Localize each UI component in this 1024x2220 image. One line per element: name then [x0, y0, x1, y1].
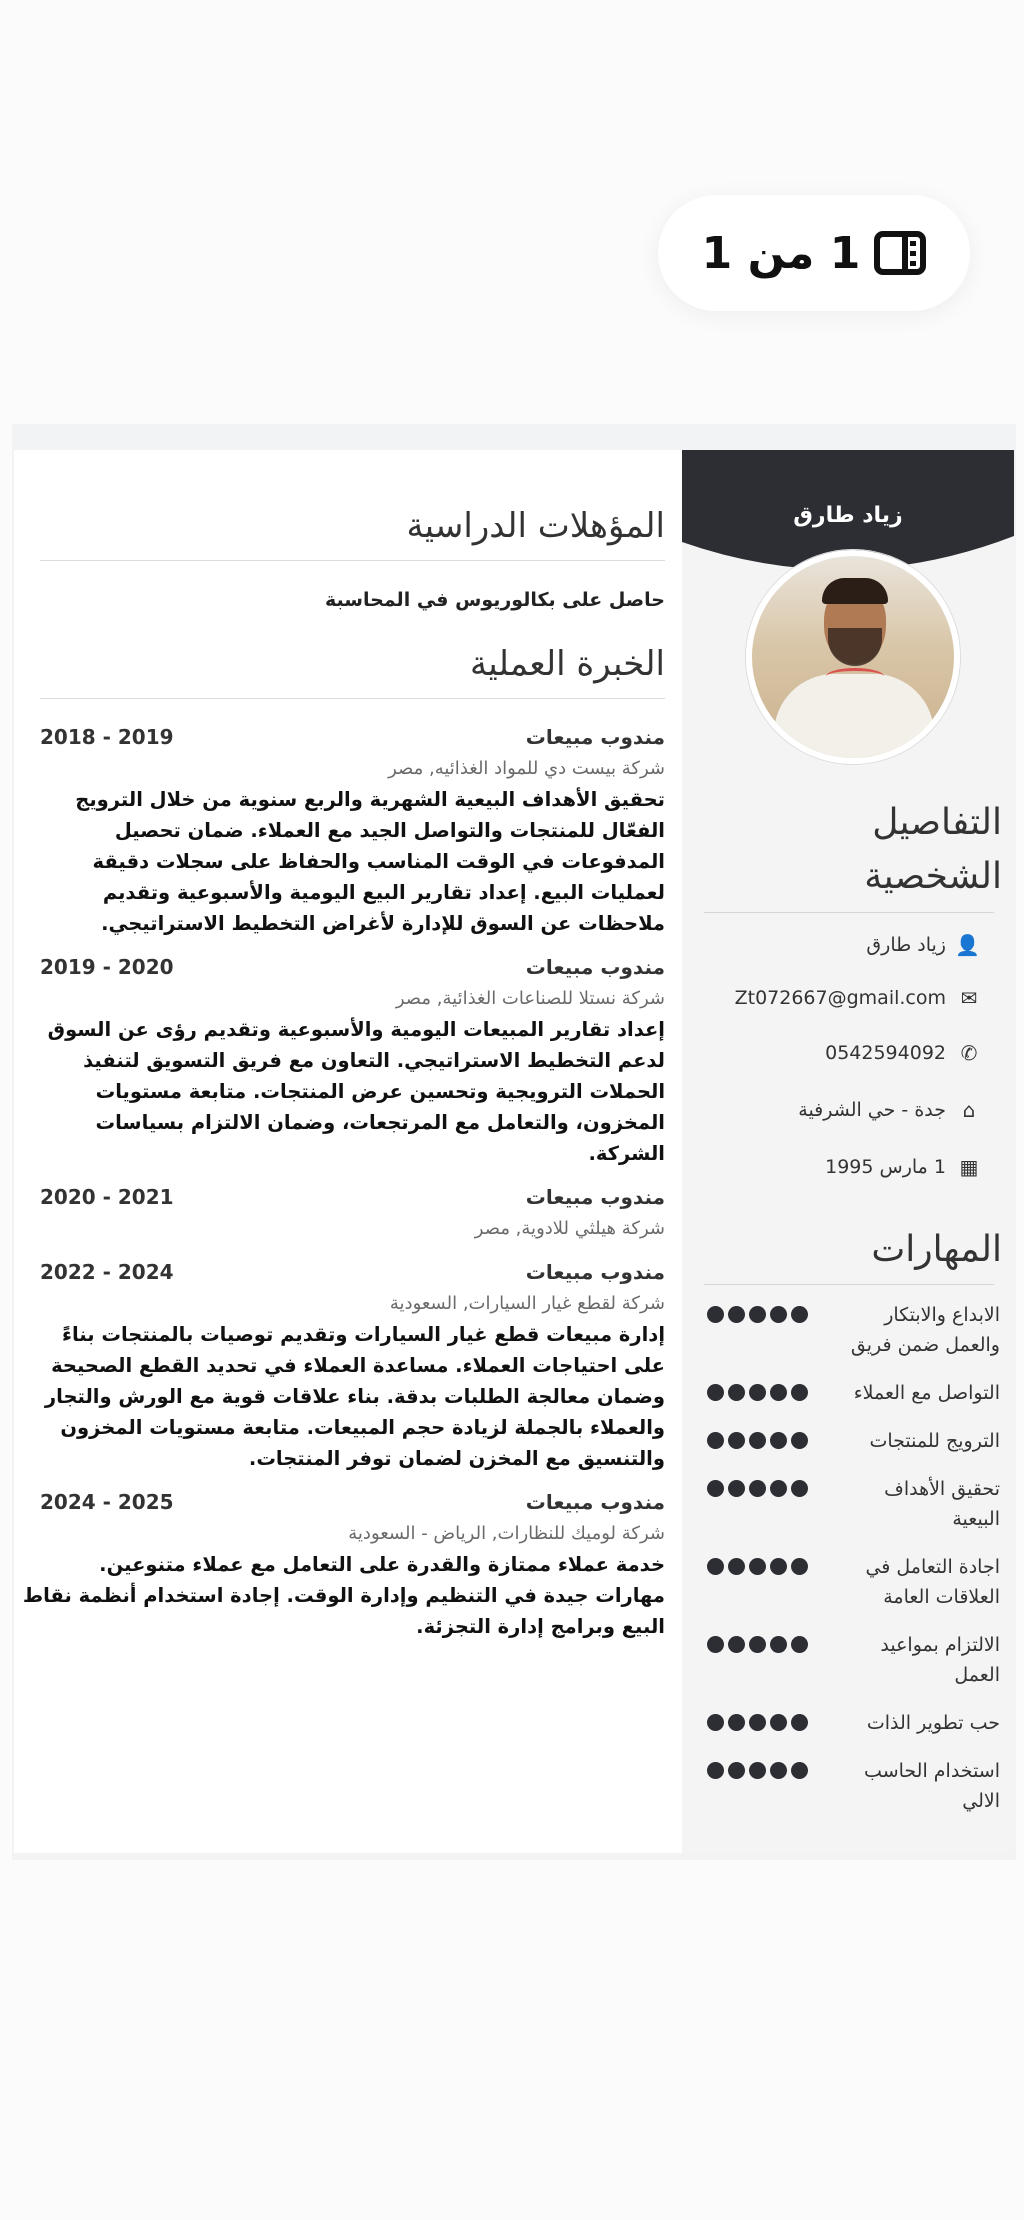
home-icon: ⌂ [962, 1098, 976, 1122]
job-header [40, 1181, 665, 1213]
education-degree: حاصل على بكالوريوس في المحاسبة [325, 589, 665, 611]
skill-rating [707, 1300, 808, 1323]
rating-dot [707, 1432, 724, 1449]
job-description-line: إدارة مبيعات قطع غيار السيارات وتقديم توصيات بالمنتجات بناءً [61, 1323, 665, 1346]
skill-rating [707, 1708, 808, 1731]
job-date: 2020 - 2021 [40, 1185, 174, 1209]
job-header [40, 1256, 665, 1288]
job-description-line: الفعّال للمنتجات والتواصل الجيد مع العملاء. ضمان تحصيل [114, 819, 665, 842]
job-description-line: البيع وبرامج إدارة التجزئة. [416, 1615, 665, 1638]
skill-rating [707, 1756, 808, 1779]
resume-main-column [22, 450, 665, 1642]
resume-sidebar [682, 450, 1014, 1853]
job-description-line: إعداد تقارير المبيعات اليومية والأسبوعية وتقديم رؤى عن السوق [47, 1018, 665, 1041]
education-heading: المؤهلات الدراسية [40, 501, 665, 561]
job-header [40, 721, 665, 753]
job-description-line: المدفوعات في الوقت المناسب والحفاظ على سجلات دقيقة [92, 850, 665, 873]
rating-dot [728, 1384, 745, 1401]
contact-email[interactable] [735, 983, 980, 1013]
personal-details-heading: التفاصيل الشخصية [864, 802, 1002, 897]
skill-label: التواصل مع العملاء [853, 1382, 1000, 1404]
rating-dot [770, 1636, 787, 1653]
job-date: 2024 - 2025 [40, 1490, 174, 1514]
rating-dot [770, 1384, 787, 1401]
job-description-line: والتنسيق مع المخزن لضمان توفر المنتجات. [248, 1447, 665, 1470]
skill-row [707, 1630, 1000, 1690]
rating-dot [791, 1432, 808, 1449]
rating-dot [770, 1762, 787, 1779]
skill-row [707, 1474, 1000, 1534]
rating-dot [728, 1480, 745, 1497]
job-title: مندوب مبيعات [525, 1185, 665, 1209]
job-title: مندوب مبيعات [525, 1260, 665, 1284]
divider [704, 912, 994, 913]
job-description-line: الحملات الترويجية وتحسين عرض المنتجات. متابعة مستويات [95, 1080, 665, 1103]
job-description-line: لعمليات البيع. إعداد تقارير البيع اليومية والأسبوعية وتقديم [102, 881, 665, 904]
rating-dot [749, 1714, 766, 1731]
contact-birthdate [825, 1152, 980, 1182]
rating-dot [707, 1762, 724, 1779]
job-header [40, 951, 665, 983]
rating-dot [770, 1480, 787, 1497]
skill-label: الترويج للمنتجات [869, 1430, 1000, 1452]
rating-dot [770, 1714, 787, 1731]
skill-label: الالتزام بمواعيد العمل [880, 1634, 1000, 1686]
contact-address-value: جدة - حي الشرفية [798, 1099, 946, 1121]
job-description-line: مهارات جيدة في التنظيم وإدارة الوقت. إجادة استخدام أنظمة نقاط [22, 1584, 665, 1607]
skill-row [707, 1756, 1000, 1816]
rating-dot [749, 1306, 766, 1323]
phone-icon: ✆ [960, 1041, 978, 1065]
contact-phone-value[interactable]: 0542594092 [825, 1042, 946, 1064]
rating-dot [749, 1762, 766, 1779]
job-date: 2022 - 2024 [40, 1260, 174, 1284]
page-counter-label: 1 من 1 [701, 227, 861, 279]
experience-list [22, 721, 665, 1642]
rating-dot [728, 1762, 745, 1779]
job-entry [40, 721, 665, 939]
rating-dot [707, 1714, 724, 1731]
rating-dot [728, 1432, 745, 1449]
rating-dot [707, 1306, 724, 1323]
experience-heading: الخبرة العملية [40, 639, 665, 699]
skills-list [682, 1300, 1014, 1834]
envelope-icon: ✉ [960, 986, 978, 1010]
job-date: 2019 - 2020 [40, 955, 174, 979]
rating-dot [749, 1480, 766, 1497]
rating-dot [770, 1432, 787, 1449]
job-description-line: خدمة عملاء ممتازة والقدرة على التعامل مع عملاء متنوعين. [99, 1553, 665, 1576]
rating-dot [728, 1636, 745, 1653]
skill-rating [707, 1474, 808, 1497]
rating-dot [791, 1762, 808, 1779]
contact-name-value: زياد طارق [866, 934, 946, 956]
rating-dot [728, 1714, 745, 1731]
job-description-line: ملاحظات عن السوق للإدارة لأغراض التخطيط الاستراتيجي. [101, 912, 665, 935]
job-entry [40, 951, 665, 1169]
job-entry [40, 1256, 665, 1474]
contact-birthdate-value: 1 مارس 1995 [825, 1156, 946, 1178]
contact-name [866, 930, 980, 960]
rating-dot [770, 1306, 787, 1323]
skill-row [707, 1708, 1000, 1738]
skill-label: حب تطوير الذات [866, 1712, 1000, 1734]
rating-dot [791, 1306, 808, 1323]
skill-row [707, 1300, 1000, 1360]
skill-label: استخدام الحاسب الالي [864, 1760, 1000, 1812]
skill-row [707, 1426, 1000, 1456]
job-description-line: لدعم التخطيط الاستراتيجي. التعاون مع فريق التسويق لتنفيذ [83, 1049, 665, 1072]
rating-dot [749, 1384, 766, 1401]
rating-dot [749, 1558, 766, 1575]
job-title: مندوب مبيعات [525, 1490, 665, 1514]
rating-dot [728, 1558, 745, 1575]
job-description-line: المخزون، والتعامل مع المرتجعات، وضمان الالتزام بسياسات [95, 1111, 665, 1134]
job-entry [22, 1486, 665, 1642]
calendar-icon: ▦ [959, 1155, 979, 1179]
contact-address [798, 1095, 980, 1125]
rating-dot [791, 1384, 808, 1401]
skill-row [707, 1552, 1000, 1612]
skill-label: الابداع والابتكار والعمل ضمن فريق [850, 1304, 1000, 1356]
skill-row [707, 1378, 1000, 1408]
job-entry [40, 1181, 665, 1244]
user-icon: 👤 [955, 933, 980, 957]
rating-dot [707, 1384, 724, 1401]
skills-heading: المهارات [871, 1229, 1002, 1270]
job-company: شركة بيست دي للمواد الغذائيه, مصر [388, 758, 665, 779]
job-company: شركة لقطع غيار السيارات, السعودية [389, 1293, 665, 1314]
skill-rating [707, 1630, 808, 1653]
profile-name: زياد طارق [793, 503, 903, 528]
job-description-line: والعملاء بالجملة لزيادة حجم المبيعات. متابعة مستويات المخزون [60, 1416, 665, 1439]
rating-dot [770, 1558, 787, 1575]
rating-dot [791, 1480, 808, 1497]
skill-rating [707, 1426, 808, 1449]
page-layout-icon [874, 231, 926, 275]
job-company: شركة هيلثي للادوية, مصر [474, 1218, 665, 1239]
page-counter[interactable] [658, 195, 970, 311]
contact-phone[interactable] [825, 1038, 980, 1068]
job-description-line: تحقيق الأهداف البيعية الشهرية والربع سنوية من خلال الترويج [75, 788, 665, 811]
job-date: 2018 - 2019 [40, 725, 174, 749]
contact-email-value[interactable]: Zt072667@gmail.com [734, 987, 946, 1009]
job-company: شركة لوميك للنظارات, الرياض - السعودية [348, 1523, 665, 1544]
job-description-line: الشركة. [588, 1142, 665, 1165]
rating-dot [707, 1558, 724, 1575]
job-company: شركة نستلا للصناعات الغذائية, مصر [395, 988, 665, 1009]
job-title: مندوب مبيعات [525, 955, 665, 979]
profile-photo [746, 550, 960, 764]
divider [704, 1284, 994, 1285]
job-title: مندوب مبيعات [525, 725, 665, 749]
skill-label: تحقيق الأهداف البيعية [884, 1478, 1000, 1530]
rating-dot [728, 1306, 745, 1323]
rating-dot [791, 1558, 808, 1575]
job-header [40, 1486, 665, 1518]
rating-dot [791, 1714, 808, 1731]
rating-dot [707, 1480, 724, 1497]
skill-rating [707, 1552, 808, 1575]
rating-dot [749, 1432, 766, 1449]
skill-rating [707, 1378, 808, 1401]
job-description-line: على احتياجات العملاء. مساعدة العملاء في تحديد القطع الصحيحة [51, 1354, 665, 1377]
rating-dot [707, 1636, 724, 1653]
skill-label: اجادة التعامل في العلاقات العامة [865, 1556, 1000, 1608]
rating-dot [749, 1636, 766, 1653]
rating-dot [791, 1636, 808, 1653]
job-description-line: وضمان معالجة الطلبات بدقة. بناء علاقات قوية مع الورش والتجار [44, 1385, 665, 1408]
